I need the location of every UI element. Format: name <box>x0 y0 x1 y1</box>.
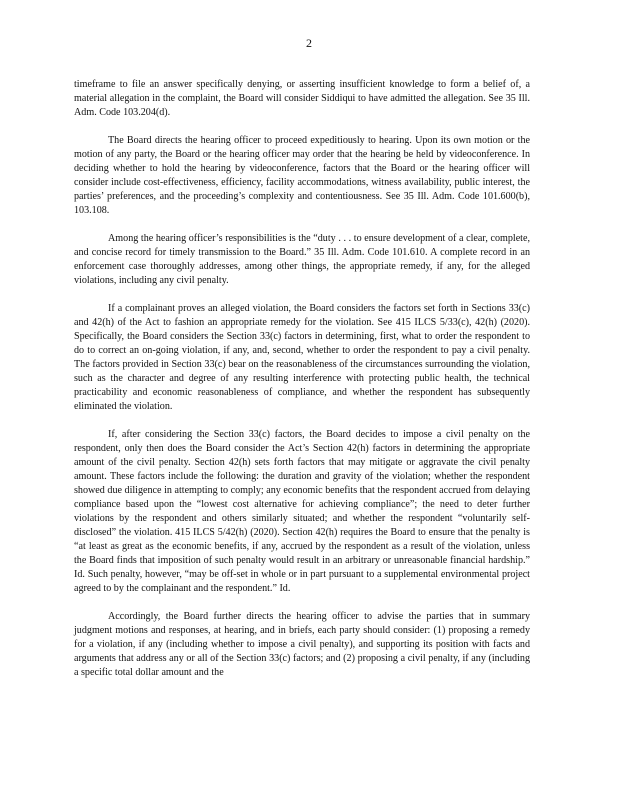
paragraph-section-42h-factors: If, after considering the Section 33(c) factors, the Board decides to impose a civil penalty on the respondent, only then does the Board consider the Act’s Section 42(h) factors in determining the appropriate amount of the civil penalty. Section 42(h) sets forth factors that may mitigate or aggravate the civil penalty amount. These factors include the following: the duration and gravity of the violation; whether the respondent showed due diligence in attempting to comply; any economic benefits that the respondent accrued from delaying compliance based upon the “lowest cost alternative for achieving compliance”; the need to deter further violations by the respondent and others similarly situated; and whether the respondent “voluntarily self-disclosed” the violation. 415 ILCS 5/42(h) (2020). Section 42(h) requires the Board to ensure that the penalty is “at least as great as the economic benefits, if any, accrued by the respondent as a result of the violation, unless the Board finds that imposition of such penalty would result in an arbitrary or unreasonable financial hardship.” Id. Such penalty, however, “may be off-set in whole or in part pursuant to a supplemental environmental project agreed to by the complainant and the respondent.” Id. <box>74 429 530 594</box>
page-number: 2 <box>306 36 312 50</box>
document-body <box>74 78 530 680</box>
paragraph-hearing-videoconference: The Board directs the hearing officer to proceed expeditiously to hearing. Upon its own motion or the motion of any party, the Board or the hearing officer may order that the hearing be held by videoconference. In deciding whether to hold the hearing by videoconference, factors that the Board or the hearing officer will consider include cost-effectiveness, efficiency, facility accommodations, witness availability, public interest, the parties’ preferences, and the proceeding’s complexity and contentiousness. See 35 Ill. Adm. Code 101.600(b), 103.108. <box>74 135 530 216</box>
paragraph-section-33c-factors: If a complainant proves an alleged violation, the Board considers the factors set forth in Sections 33(c) and 42(h) of the Act to fashion an appropriate remedy for the violation. See 415 ILCS 5/33(c), 42(h) (2020). Specifically, the Board considers the Section 33(c) factors in determining, first, what to order the respondent to do to correct an on-going violation, if any, and, second, whether to order the respondent to pay a civil penalty. The factors provided in Section 33(c) bear on the reasonableness of the circumstances surrounding the violation, such as the character and degree of any resulting interference with protecting public health, the technical practicability and economic reasonableness of compliance, and whether the respondent has subsequently eliminated the violation. <box>74 303 530 412</box>
paragraph-answer-timeframe: timeframe to file an answer specifically denying, or asserting insufficient knowledge to form a belief of, a material allegation in the complaint, the Board will consider Siddiqui to have admitted the allegation. See 35 Ill. Adm. Code 103.204(d). <box>74 79 530 118</box>
paragraph-hearing-officer-duty: Among the hearing officer’s responsibilities is the “duty . . . to ensure development of a clear, complete, and concise record for timely transmission to the Board.” 35 Ill. Adm. Code 101.610. A complete record in an enforcement case thoroughly addresses, among other things, the appropriate remedy, if any, for the alleged violations, including any civil penalty. <box>74 233 530 286</box>
paragraph-hearing-officer-advise: Accordingly, the Board further directs the hearing officer to advise the parties that in summary judgment motions and responses, at hearing, and in briefs, each party should consider: (1) proposing a remedy for a violation, if any (including whether to impose a civil penalty), and supporting its position with facts and arguments that address any or all of the Section 33(c) factors; and (2) proposing a civil penalty, if any (including a specific total dollar amount and the <box>74 611 530 678</box>
